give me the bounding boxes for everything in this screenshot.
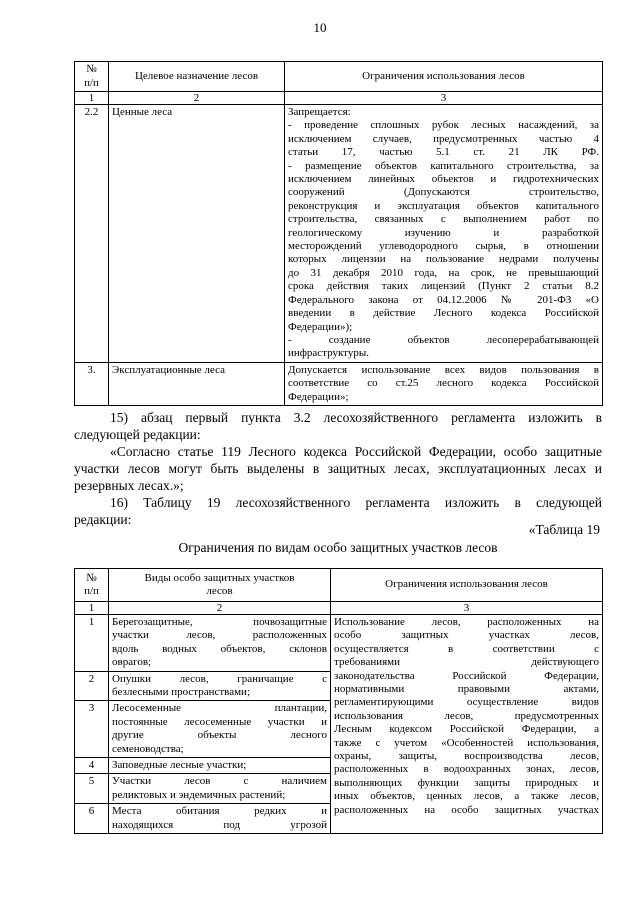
merged-restrictions-cell — [331, 615, 603, 834]
row-number: 3 — [75, 701, 109, 758]
cell-text-line: другие объекты лесного — [112, 729, 327, 742]
cell-text-line: реконструкция и эксплуатация объектов капитального — [288, 199, 599, 212]
row-area-type — [109, 774, 331, 804]
header-restrictions: Ограничения использования лесов — [331, 569, 603, 602]
column-number: 2 — [109, 602, 331, 615]
cell-text-line: иных объектов, ценных лесов, а также лесов, — [334, 790, 599, 803]
column-number: 1 — [75, 602, 109, 615]
header-area-type: Виды особо защитных участков лесов — [109, 569, 331, 602]
cell-text-line: до 31 декабря 2010 года, на срок, не превышающий — [288, 266, 599, 279]
cell-text-line: Участки лесов с наличием — [112, 775, 327, 788]
cell-text-line: Использование лесов, расположенных на — [334, 616, 599, 628]
cell-text-line: Федерации»; — [288, 390, 349, 403]
cell-text-line: - создание объектов лесоперерабатывающей — [288, 333, 599, 346]
cell-text-line: постоянные лесосеменные участки и — [112, 715, 327, 728]
cell-text-line: семеноводства; — [112, 742, 184, 755]
cell-text-line: введении в действие Лесного кодекса Российской — [288, 307, 599, 320]
row-number: 1 — [75, 615, 109, 672]
cell-text-line: вдоль водных объектов, склонов — [112, 642, 327, 655]
table-title: Ограничения по видам особо защитных участков лесов — [178, 540, 498, 555]
cell-text-line: соответствие со ст.25 лесного кодекса Российской — [288, 377, 599, 390]
cell-text-line: нормативными правовыми актами, — [334, 683, 599, 696]
cell-text-line: расположенных в водоохранных зонах, лесов, — [334, 763, 599, 776]
cell-text-line: использования лесов, предусмотренных — [334, 709, 599, 722]
row-area-type — [109, 758, 331, 774]
table-row — [75, 615, 603, 672]
table-row — [75, 362, 603, 405]
column-number-row — [75, 92, 603, 105]
cell-text-line: расположенных на особо защитных участках — [334, 803, 599, 816]
table-row — [75, 105, 603, 363]
cell-text-line: особо защитных участках лесов, — [334, 629, 599, 642]
paragraph-15 — [74, 409, 602, 443]
cell-text-line: Допускается использование всех видов пользования в — [288, 363, 599, 376]
row-number: 5 — [75, 774, 109, 804]
cell-text-line: Лесным кодексом Российской Федерации, а — [334, 723, 599, 736]
cell-text-line: требованиями действующего — [334, 656, 599, 669]
paragraph-line: участки лесов могут быть выделены в защитных лесах, эксплуатационных лесах и — [74, 461, 602, 476]
cell-text-line: участки лесов, расположенных — [112, 629, 327, 642]
column-number: 1 — [75, 92, 109, 105]
paragraph-line: 15) абзац первый пункта 3.2 лесохозяйственного регламента изложить в — [110, 410, 602, 425]
row-area-type — [109, 804, 331, 834]
cell-text-line: Места обитания редких и — [112, 805, 327, 818]
row-area-type — [109, 701, 331, 758]
cell-text-line: Запрещается: — [288, 106, 351, 118]
row-restrictions — [285, 105, 603, 363]
protected-areas-restrictions-table — [74, 568, 603, 834]
row-restrictions — [285, 362, 603, 405]
table-caption: «Таблица 19 — [528, 522, 600, 537]
table-header-row — [75, 62, 603, 92]
cell-text-line: безлесными пространствами; — [112, 686, 250, 699]
cell-text-line: геологическому изучению и разработкой — [288, 226, 599, 239]
forest-purpose-restrictions-table — [74, 61, 603, 406]
column-number-row — [75, 602, 603, 615]
cell-text-line: - проведение сплошных рубок лесных насаждений, за — [288, 119, 599, 132]
row-purpose: Ценные леса — [109, 105, 285, 363]
cell-text-line: исключением линейных объектов и гидротехнических — [288, 173, 599, 186]
header-number: № п/п — [75, 569, 109, 602]
cell-text-line: также с учетом «Особенностей использования, — [334, 736, 599, 749]
paragraph-line: следующей редакции: — [74, 427, 201, 442]
cell-text-line: законодательства Российской Федерации, — [334, 669, 599, 682]
header-number: № п/п — [75, 62, 109, 92]
cell-text-line: Лесосеменные плантации, — [112, 702, 327, 715]
paragraph-line: редакции: — [74, 512, 132, 527]
cell-text-line: Заповедные лесные участки; — [112, 759, 247, 772]
cell-text-line: охраны, защиты, воспроизводства лесов, — [334, 750, 599, 763]
header-purpose: Целевое назначение лесов — [109, 62, 285, 92]
paragraph-line: резервных лесах.»; — [74, 478, 184, 493]
cell-text-line: которых лицензии на пользование недрами получены — [288, 253, 599, 266]
header-restrictions: Ограничения использования лесов — [285, 62, 603, 92]
cell-text-line: статьи 17, частью 5.1 ст. 21 ЛК РФ. — [288, 146, 599, 159]
page-number: 10 — [313, 20, 327, 35]
cell-text-line: регламентирующими осуществление видов — [334, 696, 599, 709]
cell-text-line: Опушки лесов, граничащие с — [112, 672, 327, 685]
row-area-type — [109, 671, 331, 701]
cell-text-line: исключением случаев, предусмотренных частью 4 — [288, 132, 599, 145]
cell-text-line: срока действия таких лицензий (Пункт 2 статьи 8.2 — [288, 280, 599, 293]
cell-text-line: реликтовых и эндемичных растений; — [112, 788, 286, 801]
row-number: 3. — [75, 362, 109, 405]
cell-text-line: находящихся под угрозой — [112, 818, 327, 831]
cell-text-line: Федерации»); — [288, 320, 353, 333]
row-number: 2 — [75, 671, 109, 701]
row-number: 6 — [75, 804, 109, 834]
cell-text-line: инфраструктуры. — [288, 347, 369, 360]
row-area-type — [109, 615, 331, 672]
row-number: 2.2 — [75, 105, 109, 363]
paragraph-line: 16) Таблицу 19 лесохозяйственного регламента изложить в следующей — [110, 495, 602, 510]
table-header-row — [75, 569, 603, 602]
cell-text-line: месторождений углеводородного сырья, в отношении — [288, 240, 599, 253]
row-purpose: Эксплуатационные леса — [109, 362, 285, 405]
column-number: 2 — [109, 92, 285, 105]
cell-text-line: - размещение объектов капитального строительства, за — [288, 159, 599, 172]
cell-text-line: строительства, связанных с выполнением работ по — [288, 213, 599, 226]
column-number: 3 — [331, 602, 603, 615]
cell-text-line: осуществляется в соответствии с — [334, 642, 599, 655]
cell-text-line: Федерального закона от 04.12.2006 № 201-ФЗ «О — [288, 293, 599, 306]
cell-text-line: оврагов; — [112, 656, 152, 669]
cell-text-line: сооружений (Допускаются строительство, — [288, 186, 599, 199]
row-number: 4 — [75, 758, 109, 774]
column-number: 3 — [285, 92, 603, 105]
paragraph-quote — [74, 443, 602, 494]
cell-text-line: выполняющих функции защиты природных и — [334, 776, 599, 789]
paragraph-line: «Согласно статье 119 Лесного кодекса Российской Федерации, особо защитные — [110, 444, 602, 459]
cell-text-line: Берегозащитные, почвозащитные — [112, 616, 327, 628]
